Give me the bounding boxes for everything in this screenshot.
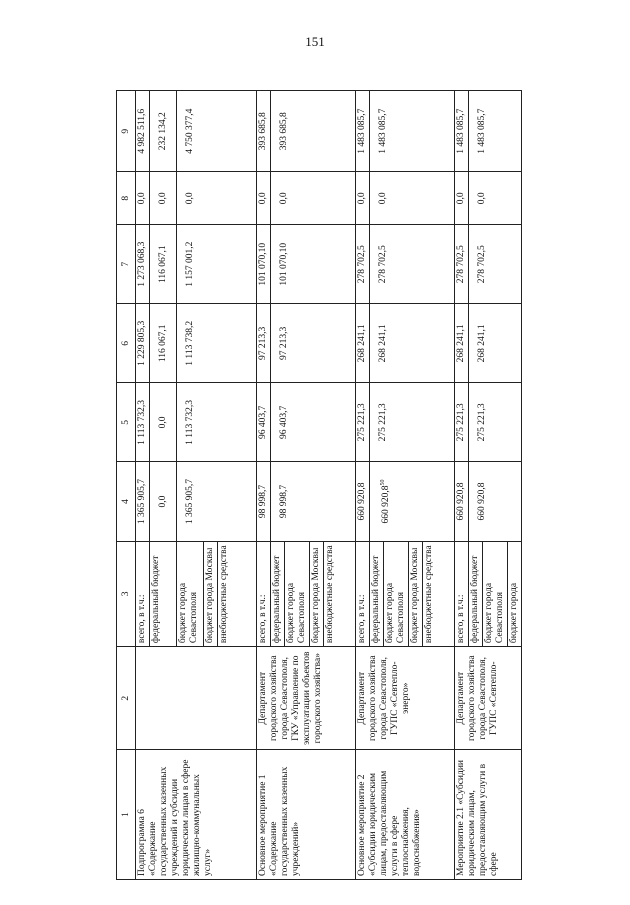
value: 275 221,3 — [477, 403, 487, 442]
value: 660 920,8 — [477, 482, 487, 521]
value-cell — [136, 172, 257, 225]
value-cell — [257, 304, 356, 383]
value: 275 221,3 — [455, 383, 469, 461]
value: 393 685,8 — [279, 112, 289, 151]
value: 278 702,5 — [455, 225, 469, 303]
col-header: 3 — [117, 541, 136, 646]
col-header: 5 — [117, 383, 136, 462]
value: 1 483 085,7 — [378, 108, 388, 154]
value-cell — [455, 225, 522, 304]
value: 278 702,5 — [378, 245, 388, 284]
value-cell — [455, 304, 522, 383]
value: 0,0 — [477, 192, 487, 205]
value-cell — [455, 91, 522, 172]
value-cell — [356, 225, 455, 304]
value: 101 070,10 — [257, 225, 271, 303]
value: 1 273 068,3 — [136, 225, 150, 303]
funding-sources — [257, 541, 356, 646]
value: 268 241,1 — [455, 304, 469, 382]
funding-sources — [356, 541, 455, 646]
value: 1 483 085,7 — [455, 91, 469, 171]
source-label: внебюджетные средства — [219, 545, 229, 644]
value: 97 213,3 — [279, 326, 289, 360]
value: 0,0 — [150, 462, 177, 540]
table-row — [455, 91, 522, 880]
value: 0,0 — [185, 192, 195, 205]
value-cell — [257, 462, 356, 541]
value: 1 229 805,3 — [136, 304, 150, 382]
value: 97 213,3 — [257, 304, 271, 382]
source-label: бюджет города Севастополя — [483, 542, 508, 646]
value-cell — [136, 304, 257, 383]
value: 1 365 905,7 — [136, 462, 150, 540]
page-number: 151 — [305, 34, 325, 49]
funding-sources — [136, 541, 257, 646]
value: 0,0 — [378, 192, 388, 205]
value: 96 403,7 — [279, 405, 289, 440]
col-header: 7 — [117, 225, 136, 304]
value-cell — [136, 225, 257, 304]
source-label: бюджет города Севастополя — [285, 542, 310, 646]
value-text: 660 920,8 — [381, 485, 392, 524]
value: 101 070,10 — [279, 242, 289, 286]
value: 1 483 085,7 — [356, 91, 370, 171]
table-row — [356, 91, 455, 880]
value: 275 221,3 — [356, 383, 370, 461]
program-name: Подпрограмма 6 «Содержание государственных казенных учреждений и субсидии юридическим лицам в сфере жилищно-коммунальных услуг» — [136, 750, 257, 880]
responsible-org: Департамент городского хозяйства города Севастополя, ГУПС «Севтепло-энерго» — [356, 647, 455, 750]
value: 96 403,7 — [257, 383, 271, 461]
table-row — [136, 91, 257, 880]
responsible-org — [136, 647, 257, 750]
source-label: внебюджетные средства — [423, 545, 434, 644]
value: 116 067,1 — [150, 304, 177, 382]
value-cell — [257, 383, 356, 462]
value: 4 750 377,4 — [185, 108, 195, 154]
value: 0,0 — [257, 172, 271, 224]
value: 278 702,5 — [356, 225, 370, 303]
value: 232 134,2 — [150, 91, 177, 171]
value-cell — [356, 172, 455, 225]
source-label: бюджет города Москвы — [310, 542, 324, 646]
source-label: всего, в т.ч.: — [136, 542, 150, 646]
value: 0,0 — [150, 172, 177, 224]
value: 98 998,7 — [279, 484, 289, 519]
value: 0,0 — [279, 192, 289, 205]
source-label: всего, в т.ч.: — [356, 542, 370, 646]
value-cell — [356, 91, 455, 172]
program-name: Мероприятие 2.1 «Субсидии юридическим лицам, предоставляющим услуги в сфере — [455, 750, 522, 880]
value: 0,0 — [455, 172, 469, 224]
value: 393 685,8 — [257, 91, 271, 171]
col-header: 1 — [117, 750, 136, 880]
source-label: федеральный бюджет — [271, 542, 285, 646]
program-name: Основное мероприятие 1 «Содержание государственных казенных учреждений» — [257, 750, 356, 880]
value: 0,0 — [136, 172, 150, 224]
value: 1 113 732,3 — [136, 383, 150, 461]
value: 1 113 738,2 — [185, 320, 195, 366]
source-label: бюджет города Москвы — [204, 542, 218, 646]
program-name: Основное мероприятие 2 «Субсидии юридическим лицам, предоставляющим услуги в сфере теплоснабжения, водоснабжения» — [356, 750, 455, 880]
value: 1 365 905,7 — [185, 478, 195, 525]
value-cell — [356, 383, 455, 462]
value: 268 241,1 — [378, 324, 388, 363]
source-label: бюджет города — [508, 582, 519, 644]
responsible-org: Департамент городского хозяйства города Севастополя, ГКУ «Управление по эксплуатации объектов городского хозяйства» — [257, 647, 356, 750]
value: 1 483 085,7 — [477, 108, 487, 154]
value-cell — [455, 462, 522, 541]
header-row — [117, 91, 136, 880]
value: 268 241,1 — [356, 304, 370, 382]
value: 0,0 — [356, 172, 370, 224]
value: 268 241,1 — [477, 324, 487, 363]
funding-sources — [455, 541, 522, 646]
value-cell — [257, 172, 356, 225]
value-cell — [136, 383, 257, 462]
footnote-marker: 50 — [380, 479, 386, 486]
value: 4 982 511,6 — [136, 91, 150, 171]
value: 660 920,8 — [356, 462, 370, 540]
table-row — [257, 91, 356, 880]
source-label: всего, в т.ч.: — [257, 542, 271, 646]
rotated-table-container — [116, 90, 519, 880]
value-cell — [257, 91, 356, 172]
source-label: федеральный бюджет — [370, 542, 384, 646]
source-label: бюджет города Москвы — [409, 542, 423, 646]
source-label: всего, в т.ч.: — [455, 542, 469, 646]
value: 0,0 — [150, 383, 177, 461]
source-label: бюджет города Севастополя — [177, 542, 204, 646]
value: 275 221,3 — [378, 403, 388, 442]
value-cell — [136, 91, 257, 172]
value-cell — [455, 383, 522, 462]
value: 98 998,7 — [257, 462, 271, 540]
col-header: 6 — [117, 304, 136, 383]
value: 1 157 001,2 — [185, 241, 195, 287]
value-cell — [136, 462, 257, 541]
responsible-org: Департамент городского хозяйства города Севастополя, ГУПС «Севтепло- — [455, 647, 522, 750]
value: 278 702,5 — [477, 245, 487, 284]
value-cell — [257, 225, 356, 304]
col-header: 8 — [117, 172, 136, 225]
source-label: внебюджетные средства — [324, 545, 335, 644]
col-header: 2 — [117, 647, 136, 750]
source-label: федеральный бюджет — [469, 542, 483, 646]
budget-table — [116, 90, 522, 880]
value: 660 920,8 — [455, 462, 469, 540]
source-label: бюджет города Севастополя — [384, 542, 409, 646]
value-cell — [455, 172, 522, 225]
value-cell — [356, 304, 455, 383]
value: 116 067,1 — [150, 225, 177, 303]
value: 1 113 732,3 — [185, 400, 195, 445]
source-label: федеральный бюджет — [150, 542, 177, 646]
value — [370, 462, 396, 540]
value-cell — [356, 462, 455, 541]
col-header: 9 — [117, 91, 136, 172]
col-header: 4 — [117, 462, 136, 541]
